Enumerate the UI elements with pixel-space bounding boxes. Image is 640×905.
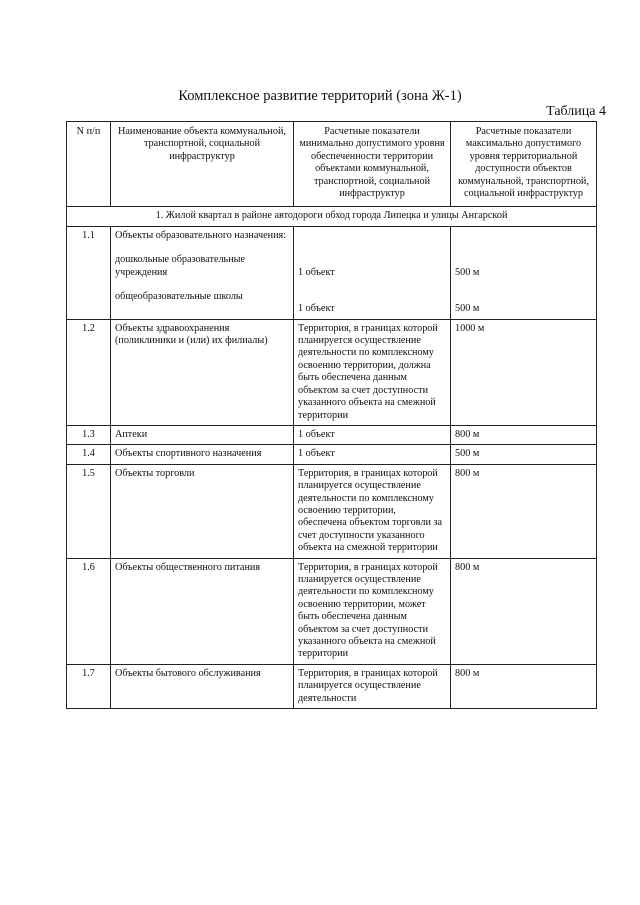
row-name: Объекты бытового обслуживания [111,664,294,708]
row-max-cell [451,226,597,319]
row-num: 1.7 [67,664,111,708]
row-num: 1.4 [67,445,111,464]
header-row [67,122,597,207]
row-max: 1000 м [451,319,597,425]
section-title: 1. Жилой квартал в районе автодороги обход города Липецка и улицы Ангарской [67,207,597,226]
table-label: Таблица 4 [546,104,606,119]
row-min: Территория, в границах которой планируется осуществление деятельности по комплексному освоению территории, может быть обеспечена данным объектом за счет доступности указанного объекта на смежной территории [294,558,451,664]
row-num: 1.3 [67,425,111,444]
row-max: 800 м [451,425,597,444]
row-max: 800 м [451,558,597,664]
row-max: 800 м [451,664,597,708]
sub-item-min: 1 объект [298,303,335,315]
header-max: Расчетные показатели максимально допустимого уровня территориальной доступности объектов коммунальной, транспортной, социальной инфраструктур [451,122,597,207]
row-min: Территория, в границах которой планируется осуществление деятельности по комплексному освоению территории, должна быть обеспечена данным объектом за счет доступности указанного объекта на смежной территории [294,319,451,425]
sub-item-name: дошкольные образовательные учреждения [115,254,246,278]
header-num: N п/п [67,122,111,207]
row-min: 1 объект [294,425,451,444]
row-name-cell [111,226,294,319]
row-num: 1.6 [67,558,111,664]
document-title: Комплексное развитие территорий (зона Ж-1) [178,88,462,104]
row-name: Объекты образовательного назначения: [115,229,287,241]
table-row [67,664,597,708]
sub-item-max: 500 м [455,266,480,278]
row-num: 1.5 [67,464,111,558]
row-num: 1.1 [67,226,111,319]
table-row [67,226,597,319]
table-row [67,445,597,464]
row-num: 1.2 [67,319,111,425]
row-min-cell [294,226,451,319]
table-row [67,464,597,558]
table-row [67,558,597,664]
section-row [67,207,597,226]
infrastructure-table [66,121,597,709]
row-name: Объекты спортивного назначения [111,445,294,464]
row-name: Объекты здравоохранения (поликлиники и (или) их филиалы) [111,319,294,425]
header-name: Наименование объекта коммунальной, транспортной, социальной инфраструктур [111,122,294,207]
sub-item-max: 500 м [455,303,480,315]
sub-item-name: общеобразовательные школы [115,291,243,303]
row-min: 1 объект [294,445,451,464]
sub-item-min: 1 объект [298,266,335,278]
row-name: Объекты общественного питания [111,558,294,664]
row-min: Территория, в границах которой планируется осуществление деятельности по комплексному освоению территории, обеспечена объектом торговли за счет доступности указанного объекта на смежной территории [294,464,451,558]
row-name: Объекты торговли [111,464,294,558]
table-row [67,425,597,444]
row-name: Аптеки [111,425,294,444]
header-min: Расчетные показатели минимально допустимого уровня обеспеченности территории объектами коммунальной, транспортной, социальной инфраструктур [294,122,451,207]
row-min: Территория, в границах которой планируется осуществление деятельности [294,664,451,708]
row-max: 500 м [451,445,597,464]
table-row [67,319,597,425]
row-max: 800 м [451,464,597,558]
